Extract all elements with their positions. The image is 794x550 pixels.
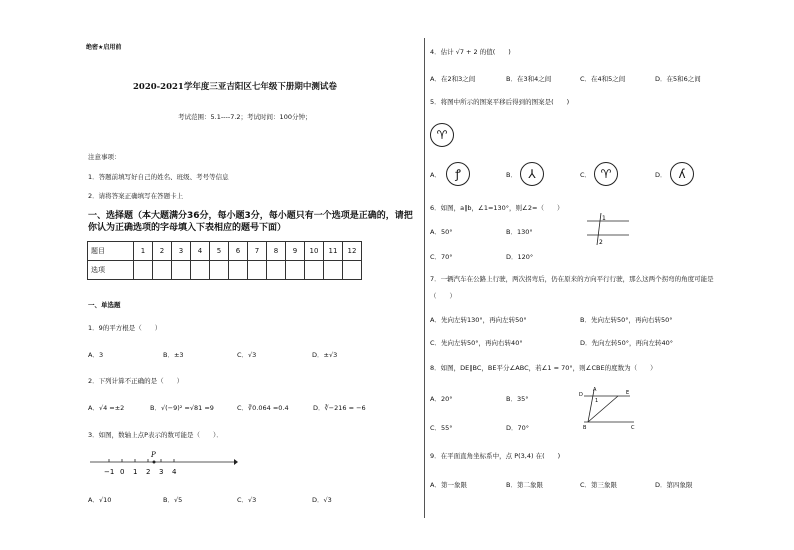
q3-option-c: C．√3: [237, 496, 257, 504]
tick-label: 1: [133, 468, 138, 476]
q3-option-a: A．√10: [88, 496, 112, 504]
answer-cell[interactable]: [210, 261, 229, 280]
q4-option-b: B．在3和4之间: [506, 75, 552, 83]
rotated-symbol-a-icon: ꝭ: [446, 162, 470, 186]
q8-text: 8．如图，DE∥BC，BE平分∠ABC，若∠1 = 70°，则∠CBE的度数为（ ）: [430, 364, 657, 372]
q2-text: 2．下列计算不正确的是（ ）: [88, 377, 184, 385]
q1-option-b: B．±3: [163, 351, 184, 359]
q7-text: 7．一辆汽车在公路上行驶，两次拐弯后，仍在原来的方向平行行驶，那么这两个拐弯的角度可能是: [430, 275, 714, 283]
q4-option-d: D．在5和6之间: [655, 75, 701, 83]
table-number: 1: [134, 242, 153, 261]
tick-label: −1: [104, 468, 115, 476]
point-label: C: [631, 425, 635, 430]
q8-option-c: C．55°: [430, 424, 453, 432]
q7-option-d: D．先向左转50°，再向左转40°: [580, 339, 674, 347]
q4-option-a: A．在2和3之间: [430, 75, 476, 83]
table-number: 4: [191, 242, 210, 261]
q8-option-a: A．20°: [430, 395, 453, 403]
secret-label: 绝密★启用前: [86, 44, 122, 51]
aries-symbol-icon: ♈: [430, 123, 454, 147]
aries-translated-icon: ♈: [594, 162, 618, 186]
q1-text: 1．9的平方根是（ ）: [88, 324, 162, 332]
q6-text: 6．如图，a∥b，∠1=130°，则∠2=（ ）: [430, 204, 564, 212]
exam-info: 考试范围：5.1----7.2；考试时间：100分钟；: [178, 113, 312, 121]
q2-option-a: A．√4 =±2: [88, 404, 125, 412]
tick-label: 3: [159, 468, 164, 476]
table-row1-label: 题目: [88, 242, 134, 261]
rotated-symbol-b-icon: ⅄: [520, 162, 544, 186]
q6-option-d: D．120°: [506, 253, 534, 261]
angle-label: 1: [602, 215, 606, 222]
answer-table: [87, 241, 362, 280]
q4-option-c: C．在4和5之间: [580, 75, 626, 83]
tick-label: 2: [146, 468, 151, 476]
table-row2-label: 选项: [88, 261, 134, 280]
q9-option-b: B．第二象限: [506, 481, 543, 489]
point-p-label: P: [151, 451, 156, 459]
point-label: A: [593, 387, 597, 393]
table-number: 6: [229, 242, 248, 261]
q1-option-d: D．±√3: [312, 351, 338, 359]
q4-text: 4．估计 √7 + 2 的值( ): [430, 48, 511, 56]
q9-option-a: A．第一象限: [430, 481, 467, 489]
angle-label: 2: [599, 239, 603, 246]
answer-cell[interactable]: [267, 261, 286, 280]
section1-heading: 一、选择题（本大题满分36分，每小题3分，每小题只有一个选项是正确的，请把你认为正确选项的字母填入下表相应的题号下面）: [88, 211, 413, 233]
q9-option-c: C．第三象限: [580, 481, 618, 489]
answer-cell[interactable]: [134, 261, 153, 280]
parallel-lines-figure: [585, 211, 630, 247]
answer-cell[interactable]: [343, 261, 362, 280]
table-number: 7: [248, 242, 267, 261]
table-number: 10: [305, 242, 324, 261]
q1-option-a: A．3: [88, 351, 104, 359]
point-label: E: [626, 390, 630, 396]
q3-option-b: B．√5: [163, 496, 183, 504]
table-number: 5: [210, 242, 229, 261]
answer-cell[interactable]: [172, 261, 191, 280]
table-number: 9: [286, 242, 305, 261]
q6-option-b: B．130°: [506, 228, 533, 236]
q2-option-b: B．√(−9)² =√81 =9: [150, 404, 214, 412]
q5-text: 5．将图中所示的图案平移后得到的图案是( ): [430, 98, 570, 106]
answer-cell[interactable]: [248, 261, 267, 280]
q7-text-cont: （ ）: [430, 292, 456, 300]
q9-option-d: D．第四象限: [655, 481, 693, 489]
tick-label: 4: [172, 468, 177, 476]
answer-cell[interactable]: [305, 261, 324, 280]
q7-option-a: A．先向左转130°，再向左转50°: [430, 316, 527, 324]
table-number: 2: [153, 242, 172, 261]
answer-cell[interactable]: [324, 261, 343, 280]
q8-option-b: B．35°: [506, 395, 529, 403]
inverted-symbol-d-icon: ʎ: [670, 162, 694, 186]
q1-option-c: C．√3: [237, 351, 257, 359]
answer-cell[interactable]: [286, 261, 305, 280]
q8-option-d: D．70°: [506, 424, 530, 432]
number-line-figure: [88, 448, 238, 480]
answer-cell[interactable]: [153, 261, 172, 280]
notice-2: 2．请将答案正确填写在答题卡上: [88, 192, 184, 200]
answer-table-answer-row: [88, 261, 362, 280]
q3-text: 3．如图，数轴上点P表示的数可能是（ ）．: [88, 431, 223, 439]
table-number: 11: [324, 242, 343, 261]
q5-option-c: C．: [580, 171, 592, 179]
q7-option-c: C．先向左转50°，再向右转40°: [430, 339, 523, 347]
point-label: B: [583, 425, 587, 430]
q9-text: 9．在平面直角坐标系中，点 P(3,4) 在( ): [430, 452, 561, 460]
q5-option-a: A．: [430, 171, 441, 179]
q7-option-b: B．先向左转50°，再向右转50°: [580, 316, 673, 324]
table-number: 12: [343, 242, 362, 261]
notice-heading: 注意事项：: [88, 153, 121, 161]
number-line-arrow: [234, 459, 238, 465]
triangle-figure: [578, 386, 638, 430]
q5-option-b: B．: [506, 171, 517, 179]
tick-label: 0: [120, 468, 125, 476]
notice-1: 1．答题前填写好自己的姓名、班级、考号等信息: [88, 173, 229, 181]
q2-option-c: C．∛0.064 =0.4: [237, 404, 289, 412]
column-divider: [424, 38, 425, 518]
angle-label: 1: [595, 398, 599, 404]
q2-option-d: D．∛−216 = −6: [313, 404, 366, 412]
answer-table-header-row: [88, 242, 362, 261]
point-label: D: [579, 392, 583, 398]
table-number: 8: [267, 242, 286, 261]
page-title: 2020-2021学年度三亚吉阳区七年级下册期中测试卷: [133, 82, 337, 92]
q6-option-a: A．50°: [430, 228, 453, 236]
table-number: 3: [172, 242, 191, 261]
q3-option-d: D．√3: [312, 496, 332, 504]
q6-option-c: C．70°: [430, 253, 453, 261]
q5-option-d: D．: [655, 171, 667, 179]
point-p-marker: [153, 461, 156, 464]
single-choice-heading: 一、单选题: [88, 301, 121, 309]
answer-cell[interactable]: [191, 261, 210, 280]
answer-cell[interactable]: [229, 261, 248, 280]
